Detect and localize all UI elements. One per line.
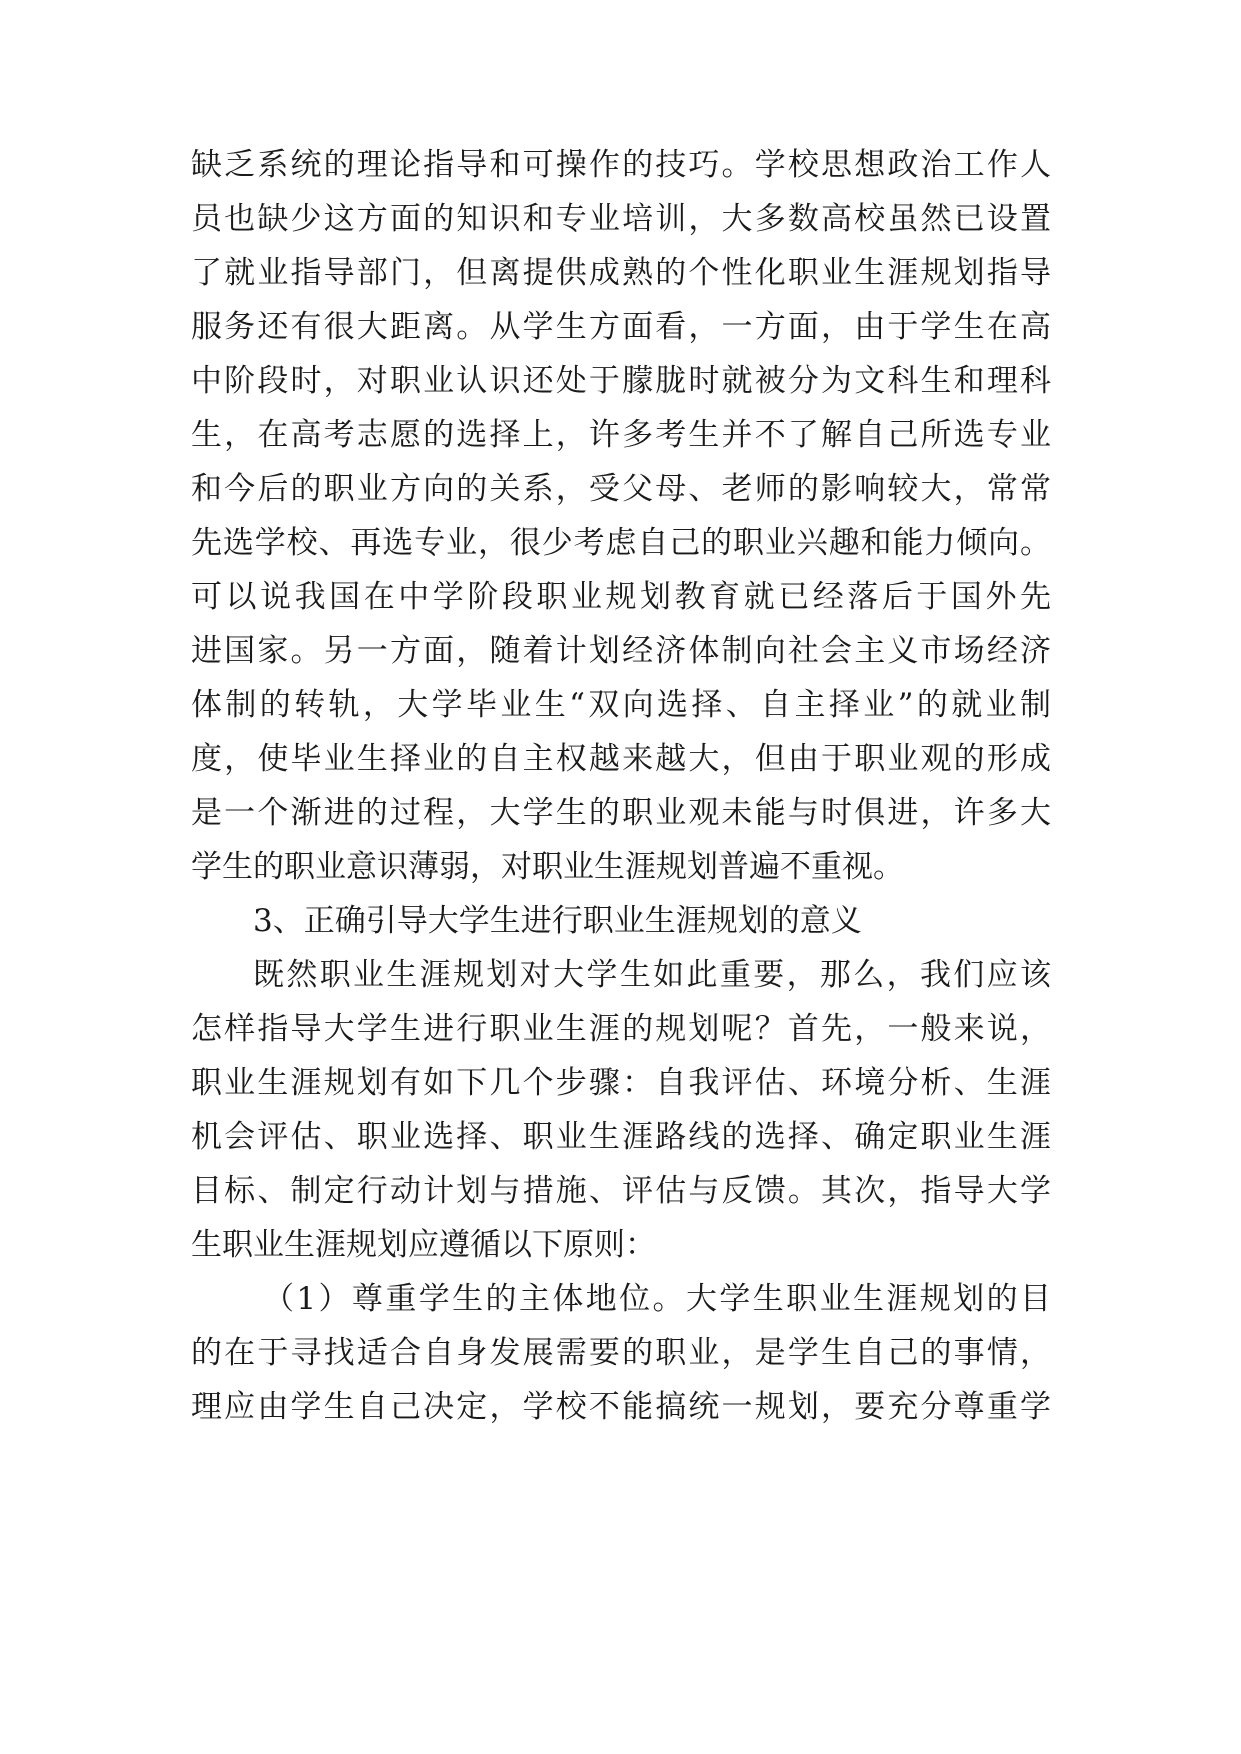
text-line: 理应由学生自己决定，学校不能搞统一规划，要充分尊重学 [191, 1389, 1051, 1425]
text-line: 目标、制定行动计划与措施、评估与反馈。其次，指导大学 [191, 1173, 1051, 1209]
text-line: 服务还有很大距离。从学生方面看，一方面，由于学生在高 [191, 309, 1051, 345]
text-line: 机会评估、职业选择、职业生涯路线的选择、确定职业生涯 [191, 1119, 1051, 1155]
text-line: 中阶段时，对职业认识还处于朦胧时就被分为文科生和理科 [191, 363, 1051, 399]
text-line: 和今后的职业方向的关系，受父母、老师的影响较大，常常 [191, 471, 1051, 507]
text-line: 既然职业生涯规划对大学生如此重要，那么，我们应该 [253, 957, 1051, 993]
text-line: 怎样指导大学生进行职业生涯的规划呢？首先，一般来说， [191, 1011, 1051, 1047]
text-line: 员也缺少这方面的知识和专业培训，大多数高校虽然已设置 [191, 201, 1051, 237]
text-line: 可以说我国在中学阶段职业规划教育就已经落后于国外先 [191, 579, 1051, 615]
text-line: 学生的职业意识薄弱，对职业生涯规划普遍不重视。 [191, 849, 904, 885]
text-line: 进国家。另一方面，随着计划经济体制向社会主义市场经济 [191, 633, 1051, 669]
text-line: （1）尊重学生的主体地位。大学生职业生涯规划的目 [263, 1281, 1051, 1317]
text-line: 度，使毕业生择业的自主权越来越大，但由于职业观的形成 [191, 741, 1051, 777]
text-line: 生职业生涯规划应遵循以下原则： [191, 1227, 656, 1263]
text-line: 缺乏系统的理论指导和可操作的技巧。学校思想政治工作人 [191, 147, 1051, 183]
text-line: 的在于寻找适合自身发展需要的职业，是学生自己的事情， [191, 1335, 1051, 1371]
text-line: 体制的转轨，大学毕业生“双向选择、自主择业”的就业制 [191, 687, 1051, 723]
text-line: 职业生涯规划有如下几个步骤：自我评估、环境分析、生涯 [191, 1065, 1051, 1101]
section-heading: 3、正确引导大学生进行职业生涯规划的意义 [253, 903, 862, 939]
text-line: 是一个渐进的过程，大学生的职业观未能与时俱进，许多大 [191, 795, 1051, 831]
text-line: 先选学校、再选专业，很少考虑自己的职业兴趣和能力倾向。 [191, 525, 1051, 561]
text-line: 生，在高考志愿的选择上，许多考生并不了解自己所选专业 [191, 417, 1051, 453]
text-line: 了就业指导部门，但离提供成熟的个性化职业生涯规划指导 [191, 255, 1051, 291]
